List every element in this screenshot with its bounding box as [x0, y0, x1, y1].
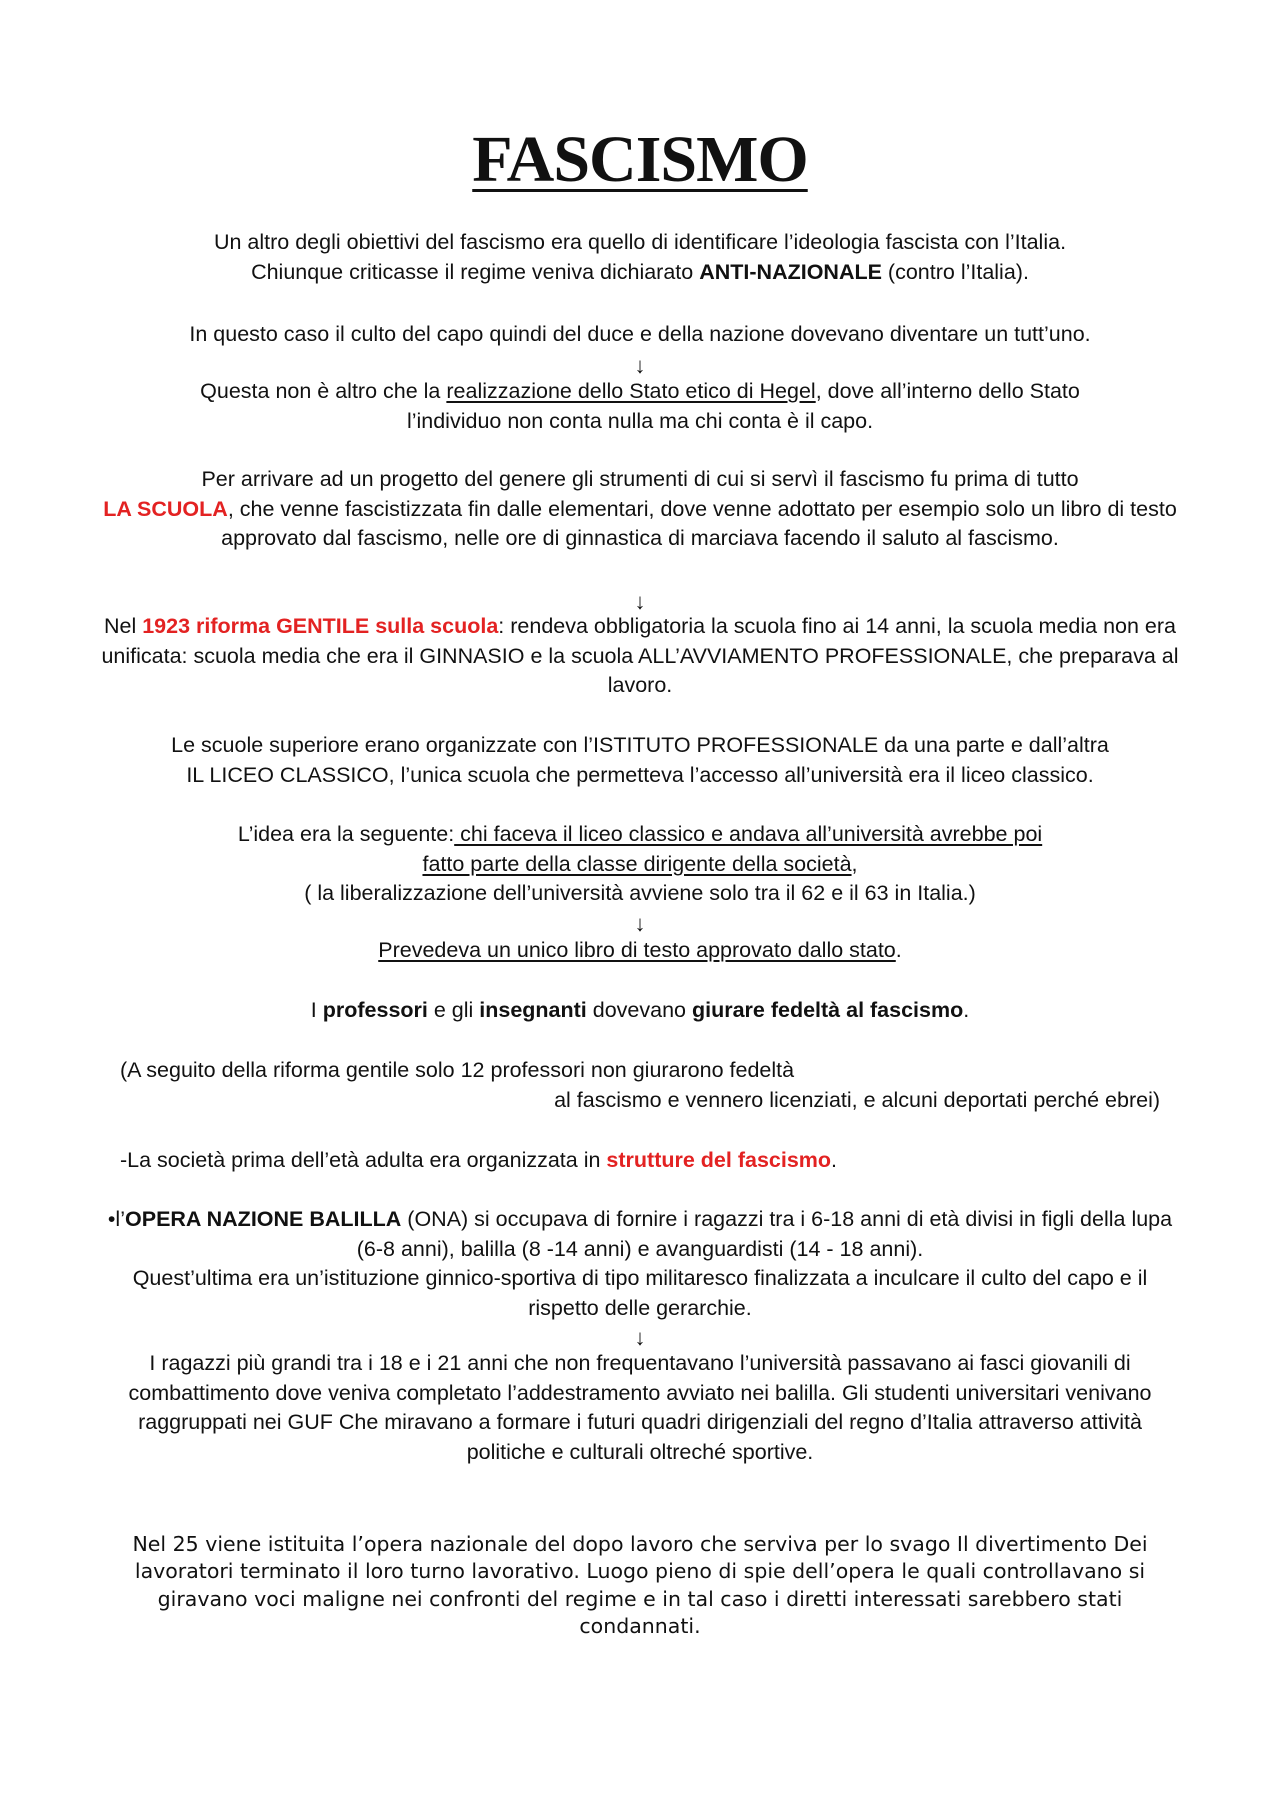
intro-line-2-end: (contro l’Italia).	[881, 259, 1029, 284]
anti-nazionale-bold: ANTI-NAZIONALE	[699, 259, 882, 284]
opera-nazione-balilla-bold: OPERA NAZIONE BALILLA	[125, 1207, 402, 1231]
societa-paragraph	[120, 1146, 1160, 1176]
ona-paragraph	[100, 1205, 1180, 1323]
seguito-line-2: al fascismo e vennero licenziati, e alcuni deportati perché ebrei)	[554, 1088, 1160, 1112]
ona-line-3: Quest’ultima era un’istituzione ginnico-sportiva di tipo militaresco finalizzata a inculcare il culto del capo e il rispetto delle gerarchie.	[132, 1266, 1148, 1320]
hegel-text-post: , dove all’interno dello Stato	[815, 379, 1080, 403]
riforma-gentile-red: 1923 riforma GENTILE sulla scuola	[142, 614, 499, 638]
intro-line-2-text: Chiunque criticasse il regime veniva dichiarato	[251, 259, 700, 284]
la-scuola-red: LA SCUOLA	[103, 496, 228, 521]
scuola-paragraph	[100, 465, 1180, 554]
hegel-line-2: l’individuo non conta nulla ma chi conta è il capo.	[406, 408, 874, 433]
idea-pre: L’idea era la seguente:	[237, 822, 455, 846]
ona-bullet: •l’	[107, 1207, 125, 1231]
professori-paragraph	[100, 996, 1180, 1026]
down-arrow-icon: ↓	[634, 1325, 646, 1350]
ona-text: (ONA) si occupava di fornire i ragazzi tra i 6-18 anni di età divisi in figli della lupa (6-8 anni), balilla (8 -14 anni) e avanguardisti (14 - 18 anni).	[356, 1207, 1173, 1261]
scuola-line-1: Per arrivare ad un progetto del genere gli strumenti di cui si servì il fascismo fu prima di tutto	[201, 467, 1079, 491]
libro-period: .	[895, 938, 902, 962]
idea-comma: ,	[851, 851, 858, 876]
professori-text: I	[310, 998, 323, 1022]
scuola-rest: , che venne fascistizzata fin dalle elementari, dove venne adottato per esempio solo un libro di testo approvato dal fascismo, nelle ore di ginnastica di marciava facendo il saluto al fascismo.	[221, 496, 1177, 550]
strutture-fascismo-red: strutture del fascismo	[606, 1148, 832, 1172]
down-arrow-icon: ↓	[634, 589, 646, 614]
professori-period: .	[963, 998, 970, 1022]
riforma-paragraph	[100, 612, 1180, 701]
hegel-text-pre: Questa non è altro che la	[200, 379, 447, 403]
riforma-post: : rendeva obbligatoria la scuola fino ai 14 anni, la scuola media non era unificata: scuola media che era il GINNASIO e la scuola ALL’AVVIAMENTO PROFESSIONALE, che preparava al lavoro.	[101, 614, 1179, 697]
societa-pre: -La società prima dell’età adulta era organizzata in	[120, 1148, 607, 1172]
societa-post: .	[831, 1148, 838, 1172]
superiori-paragraph	[100, 731, 1180, 790]
professori-text: e gli	[427, 998, 480, 1022]
giurare-fedelta-bold: giurare fedeltà al fascismo	[691, 998, 964, 1022]
superiori-line-1: Le scuole superiore erano organizzate con l’ISTITUTO PROFESSIONALE da una parte e dall’altra	[171, 733, 1109, 757]
libro-underlined: Prevedeva un unico libro di testo approvato dallo stato	[378, 938, 896, 962]
hegel-paragraph	[100, 377, 1180, 436]
hegel-underlined: realizzazione dello Stato etico di Hegel	[446, 379, 816, 403]
professori-text: dovevano	[586, 998, 692, 1022]
idea-paragraph	[100, 820, 1180, 909]
riforma-pre: Nel	[103, 614, 143, 638]
dopolavoro-paragraph: Nel 25 viene istituita l’opera nazionale del dopo lavoro che serviva per lo svago Il divertimento Dei lavoratori terminato il loro turno lavorativo. Luogo pieno di spie dell’opera le quali controllavano si giravano voci maligne nei confronti del regime e in tal caso i diretti interessati sarebbero stati condannati.	[132, 1531, 1148, 1638]
professori-bold: professori	[322, 998, 428, 1022]
page-title: FASCISMO	[472, 123, 808, 196]
idea-line-3: ( la liberalizzazione dell’università avviene solo tra il 62 e il 63 in Italia.)	[304, 881, 976, 905]
intro-paragraph	[100, 228, 1180, 287]
libro-paragraph	[100, 936, 1180, 966]
ragazzi-paragraph: I ragazzi più grandi tra i 18 e i 21 anni che non frequentavano l’università passavano ai fasci giovanili di combattimento dove veniva completato l’addestramento avviato nei balilla. Gli studenti universitari venivano raggruppati nei GUF Che miravano a formare i futuri quadri dirigenziali del regno d’Italia attraverso attività politiche e culturali oltreché sportive.	[128, 1351, 1152, 1464]
seguito-line-1: (A seguito della riforma gentile solo 12 professori non giurarono fedeltà	[120, 1058, 795, 1082]
intro-line-1: Un altro degli obiettivi del fascismo era quello di identificare l’ideologia fascista con l’Italia.	[213, 230, 1067, 254]
idea-underlined-2: fatto parte della classe dirigente della società	[422, 851, 852, 876]
idea-underlined-1: chi faceva il liceo classico e andava all’università avrebbe poi	[454, 822, 1043, 846]
down-arrow-icon: ↓	[634, 353, 646, 378]
superiori-line-2: IL LICEO CLASSICO, l’unica scuola che permetteva l’accesso all’università era il liceo classico.	[186, 762, 1094, 787]
insegnanti-bold: insegnanti	[479, 998, 587, 1022]
culto-paragraph: In questo caso il culto del capo quindi del duce e della nazione dovevano diventare un tutt’uno.	[189, 322, 1091, 346]
down-arrow-icon: ↓	[634, 911, 646, 936]
